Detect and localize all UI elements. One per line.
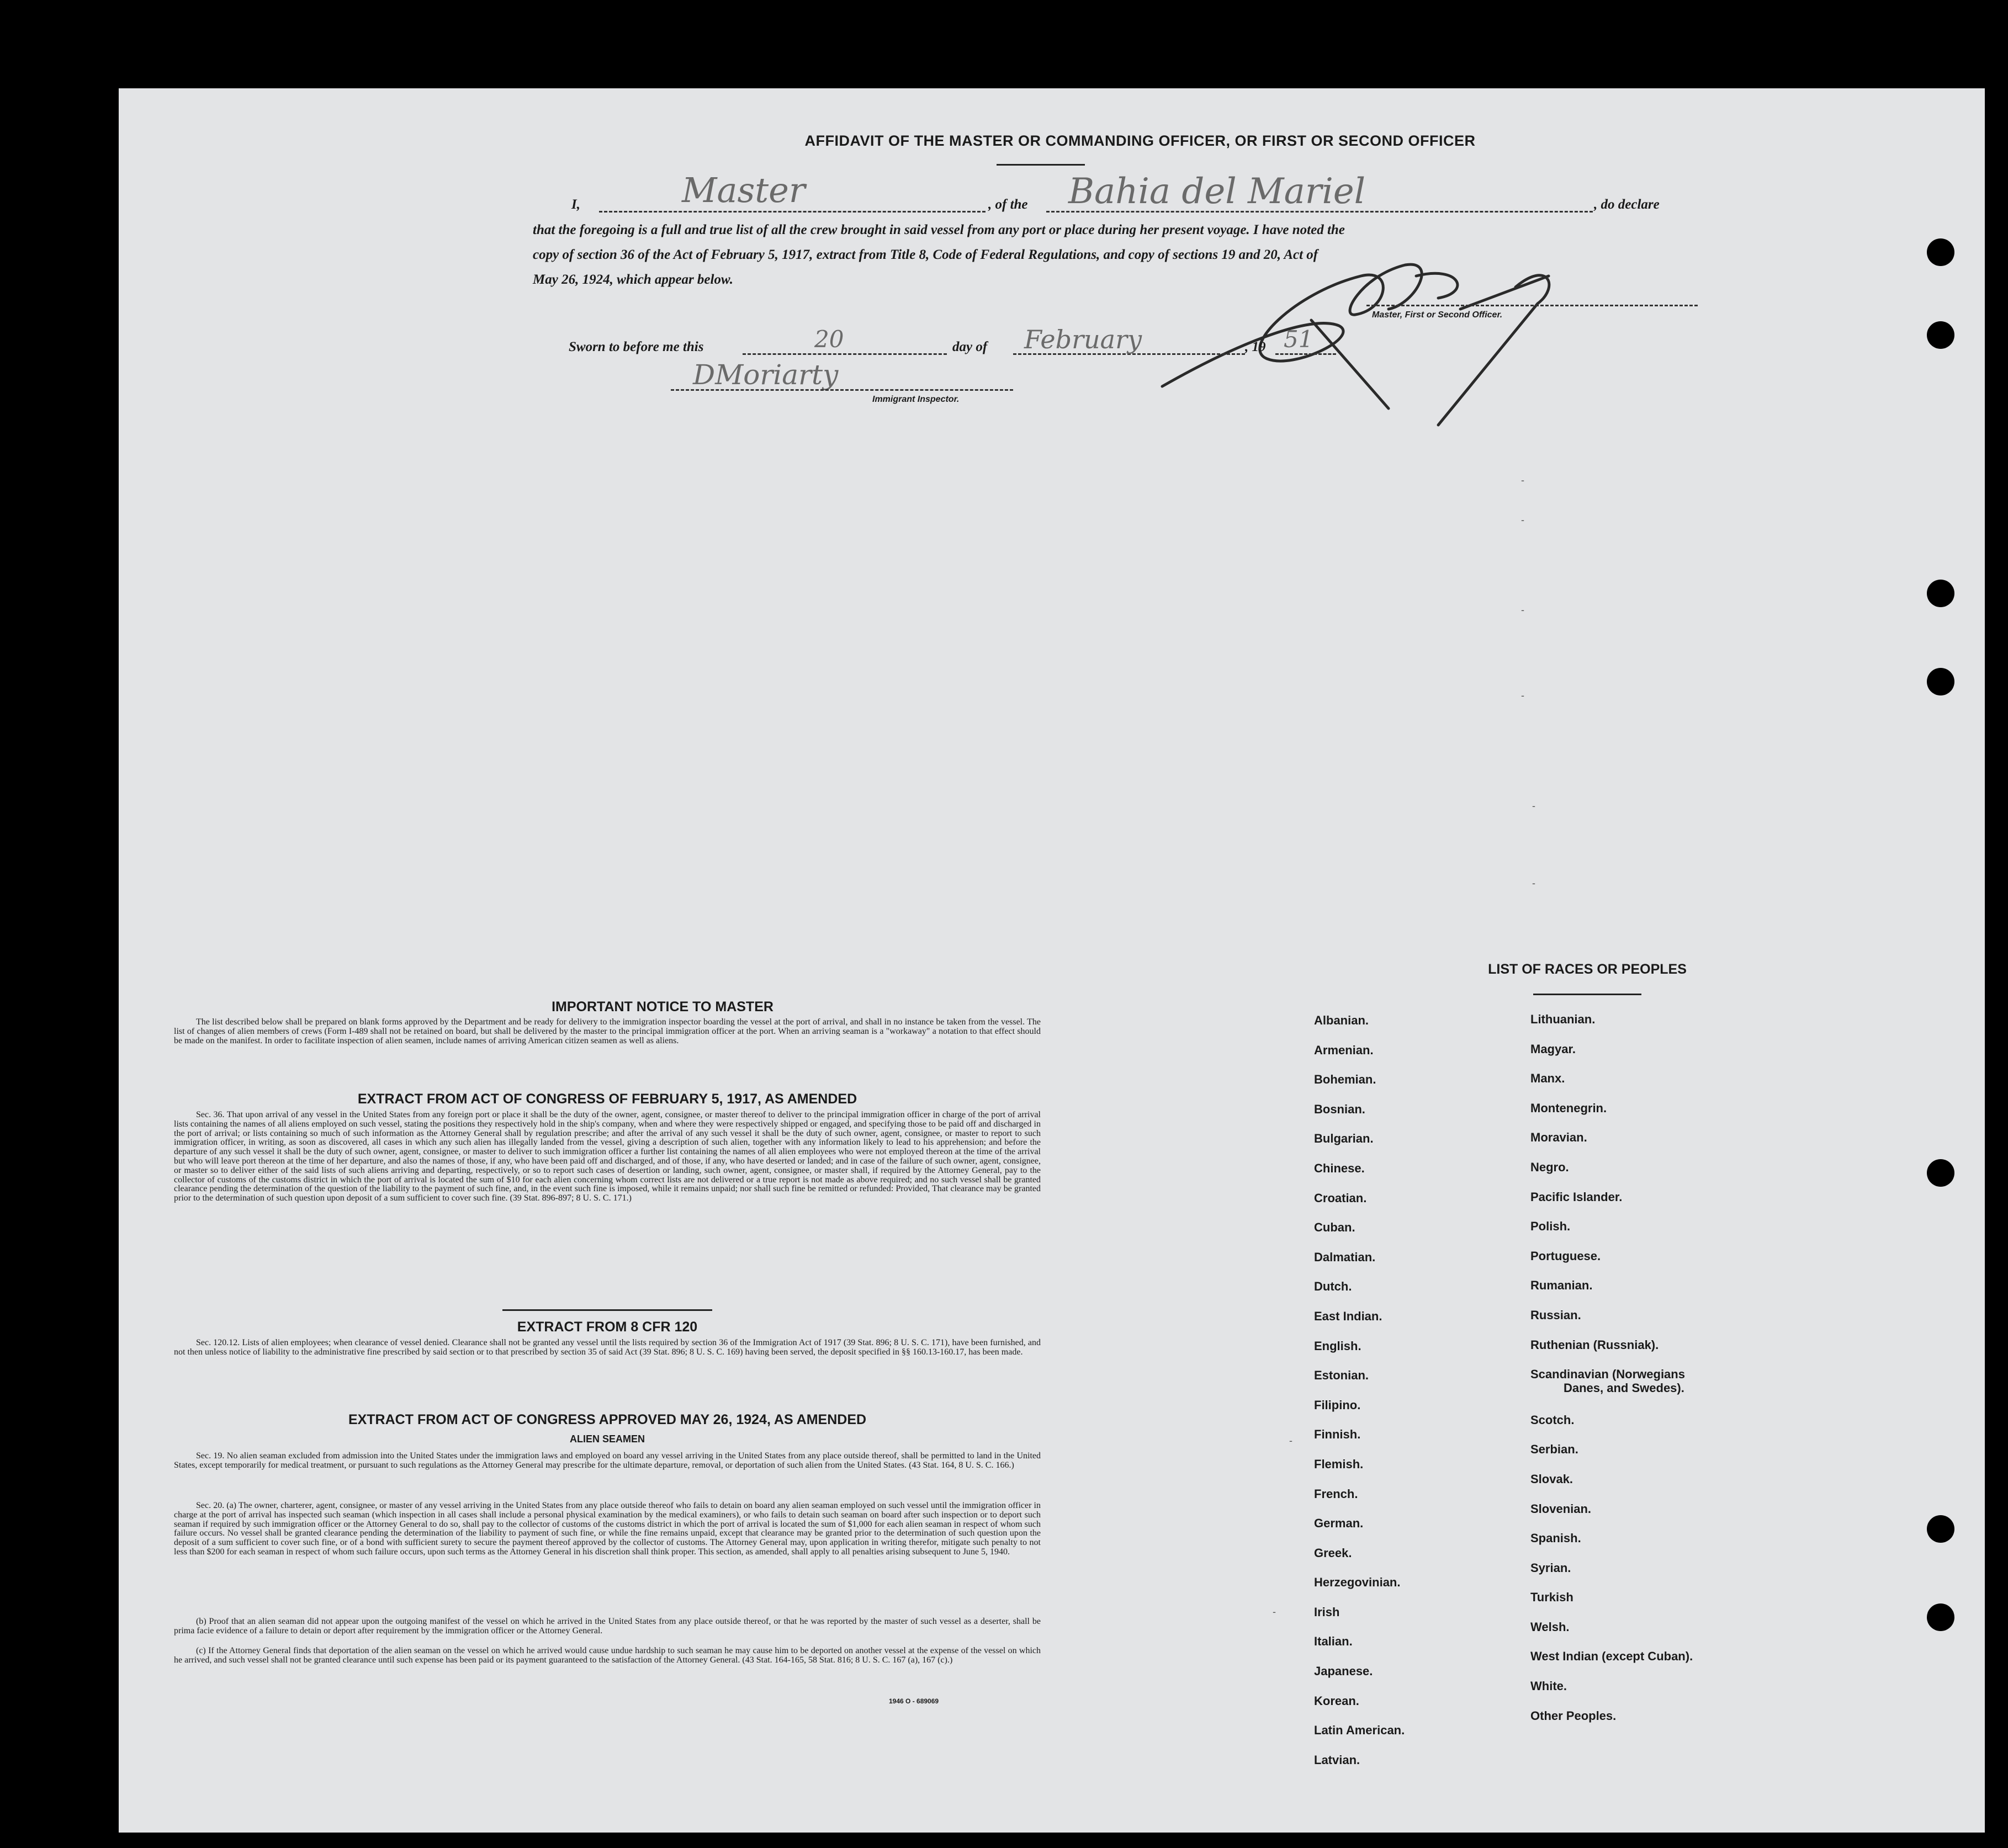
race-item: Bulgarian. [1314,1132,1374,1146]
race-item: French. [1314,1486,1358,1501]
handwritten-day: 20 [814,326,844,353]
race-item: Bohemian. [1314,1072,1376,1087]
handwritten-name: Master [682,170,806,210]
extract-1917-body: Sec. 36. That upon arrival of any vessel in the United States from any foreign port or place it shall be the duty of the owner, agent, consignee, or master thereof to deliver to the principal immigration officer in charge of the port of arrival lists containing the names of all aliens employed on such vessel, stating the positions they respectively hold in the ship's company, when and where they were respectively shipped or engaged, and specifying those to be paid off and discharged in the port of arrival; or lists containing so much of such information as the Attorney General shall by regulation prescribe; and after the arrival of any such vessel it shall be the duty of such owner, agent, consignee, or master to report to such immigration officer, in writing, as soon as discovered, all cases in which any such alien has illegally landed from the vessel, giving a description of such alien, together with any information likely to lead to his apprehension; and before the departure of any such vessel it shall be the duty of such owner, agent, consignee, or master to deliver to such immigration officer a further list containing the names of all alien employees who were not employed thereon at the time of the arrival but who will leave port thereon at the time of her departure, and also the names of those, if any, who have been paid off and discharged, and of those, if any, who have deserted or landed; and in case of the failure of such owner, agent, consignee, or master so to deliver either of the said lists of such aliens arriving and departing, respectively, or so to report such cases of desertion or landing, such owner, agent, consignee, or master shall, if required by the Attorney General, pay to the collector of customs of the customs district in which the port of arrival is located the sum of $10 for each alien concerning whom correct lists are not delivered or a true report is not made as above required; and no such vessel shall be granted clearance pending the determination of the question of the liability to the payment of such fine, and, in the event such fine is imposed, while it remains unpaid; nor shall such fine be remitted or refunded: Provided, That clearance may be granted prior to the determination of such question upon deposit of a sum sufficient to cover such fine. (39 Stat. 896-897; 8 U. S. C. 171.) [174,1110,1041,1203]
race-item: Latin American. [1314,1723,1405,1738]
margin-tick: - [1532,800,1535,811]
extract-1917-title: EXTRACT FROM ACT OF CONGRESS OF FEBRUARY 5, 1917, AS AMENDED [357,1091,857,1107]
sworn-text: Sworn to before me this [569,339,704,354]
name-blank [599,211,986,213]
race-item: Latvian. [1314,1753,1360,1767]
race-item: Chinese. [1314,1161,1365,1175]
notice-body: The list described below shall be prepared on blank forms approved by the Department and be ready for delivery to the immigration inspector boarding the vessel at the port of arrival, and shall in no instance be taken from the vessel. The list of changes of alien members of crews (Form I-489 shall not be retained on board, but shall be delivered by the master to the principal immigration officer at the port. When an arriving seaman is a "workaway" a notation to that effect should be made on the manifest. In order to facilitate inspection of alien seamen, include names of arriving American citizen seamen as well as aliens. [174,1017,1041,1045]
extract-1924-title: EXTRACT FROM ACT OF CONGRESS APPROVED MAY 26, 1924, AS AMENDED [348,1412,867,1427]
race-item: Ruthenian (Russniak). [1530,1337,1659,1352]
alien-seamen-subtitle: ALIEN SEAMEN [569,1433,645,1445]
title-rule [997,164,1085,166]
inspector-blank [671,389,1013,391]
race-item: Serbian. [1530,1442,1578,1457]
race-item: Moravian. [1530,1130,1587,1145]
races-rule [1533,994,1641,995]
declaration-line-4: May 26, 1924, which appear below. [533,272,733,287]
race-item: Flemish. [1314,1457,1364,1471]
margin-tick: - [1532,878,1535,889]
margin-tick: - [1273,1606,1276,1617]
race-item: Manx. [1530,1071,1565,1086]
race-item: Filipino. [1314,1398,1361,1412]
race-item: Pacific Islander. [1530,1189,1623,1204]
punch-hole [1927,1159,1954,1187]
race-item: East Indian. [1314,1309,1382,1323]
race-item: English. [1314,1339,1361,1353]
margin-tick: - [1521,604,1524,615]
race-item: Montenegrin. [1530,1101,1607,1115]
punch-hole [1927,238,1954,266]
race-item: Spanish. [1530,1531,1581,1546]
race-item: Welsh. [1530,1619,1570,1634]
declaration-line-3: copy of section 36 of the Act of February 5, 1917, extract from Title 8, Code of Federal Regulations, and copy of sections 19 and 20, Act of [533,247,1318,262]
punch-hole [1927,321,1954,349]
race-item: Rumanian. [1530,1278,1593,1293]
race-item: Turkish [1530,1590,1573,1605]
handwritten-vessel: Bahia del Mariel [1068,171,1366,212]
races-left-column [1314,1014,1405,1783]
race-item: Albanian. [1314,1013,1369,1027]
races-right-column [1530,1013,1693,1739]
race-item: Scotch. [1530,1412,1575,1427]
race-item: Danes, and Swedes). [1564,1381,1684,1395]
margin-tick: - [1289,1435,1292,1446]
handwritten-inspector-signature: DMoriarty [693,359,839,391]
sec-20b-body: (b) Proof that an alien seaman did not appear upon the outgoing manifest of the vessel on which he arrived in the United States from any place outside thereof, or that he was reported by the master of such vessel as a deserter, shall be prima facie evidence of a failure to detain or deport after requirement by the immigration officer or the Attorney General. [174,1617,1041,1635]
document-sheet [119,88,1985,1833]
races-title: LIST OF RACES OR PEOPLES [1488,962,1687,977]
extract-cfr-title: EXTRACT FROM 8 CFR 120 [517,1319,698,1335]
race-item: Bosnian. [1314,1102,1365,1116]
race-item: German. [1314,1516,1364,1531]
race-item: Dalmatian. [1314,1250,1376,1264]
race-item: White. [1530,1679,1567,1693]
punch-hole [1927,1603,1954,1631]
affidavit-title: AFFIDAVIT OF THE MASTER OR COMMANDING OFFICER, OR FIRST OR SECOND OFFICER [804,132,1476,149]
race-item: West Indian (except Cuban). [1530,1649,1693,1664]
race-item: Negro. [1530,1160,1569,1174]
declaration-i: I, [571,197,580,212]
punch-hole [1927,1515,1954,1543]
race-item: Greek. [1314,1546,1352,1560]
race-item: Cuban. [1314,1220,1355,1235]
race-item: Scandinavian (Norwegians [1530,1367,1685,1382]
day-blank [743,353,947,355]
race-item: Magyar. [1530,1042,1576,1056]
handwritten-month: February [1024,325,1142,354]
declaration-line-2: that the foregoing is a full and true list of all the crew brought in said vessel from any port or place during her present voyage. I have noted the [533,222,1345,237]
race-item: Armenian. [1314,1043,1374,1057]
year-blank [1275,353,1336,355]
cfr-rule [502,1309,712,1311]
race-item: Finnish. [1314,1427,1361,1442]
race-item: Japanese. [1314,1664,1373,1679]
race-item: Croatian. [1314,1191,1367,1205]
punch-hole [1927,580,1954,607]
master-signature [1129,243,1626,436]
notice-title: IMPORTANT NOTICE TO MASTER [552,999,773,1015]
race-item: Slovenian. [1530,1501,1592,1516]
race-item: Dutch. [1314,1279,1352,1294]
race-item: Herzegovinian. [1314,1575,1401,1590]
inspector-caption: Immigrant Inspector. [872,395,960,404]
margin-tick: - [1521,475,1524,486]
race-item: Italian. [1314,1634,1353,1649]
declaration-of-the: , of the [988,197,1028,212]
sec-20a-body: Sec. 20. (a) The owner, charterer, agent, consignee, or master of any vessel arriving in the United States from any place outside thereof who fails to detain on board any alien seaman employed on such vessel until the immigration officer in charge at the port of arrival has inspected such seaman (which inspection in all cases shall include a personal physical examination by the medical examiners), or who fails to detain such seaman on board after such inspection or to deport such seaman if required by such immigration officer or the Attorney General to do so, shall pay to the collector of customs of the customs district in which the port of arrival is located the sum of $1,000 for each alien seaman in respect of whom such failure occurs. No vessel shall be granted clearance pending the determination of the liability to payment of such fine, or while the fine remains unpaid, except that clearance may be granted prior to the determination of such question upon the deposit of a sum sufficient to cover such fine, or of a bond with sufficient surety to secure the payment thereof approved by the collector of customs. The Attorney General may, upon application in writing therefor, mitigate such penalty to not less than $200 for each seaman in respect of whom such failure occurs, upon such terms as the Attorney General in his discretion shall think proper. This section, as amended, shall apply to all penalties arising subsequent to June 5, 1940. [174,1501,1041,1557]
race-item: Korean. [1314,1693,1359,1708]
punch-hole [1927,668,1954,695]
race-item: Russian. [1530,1308,1581,1322]
race-item: Syrian. [1530,1560,1571,1575]
year-prefix: , 19 [1245,339,1266,354]
handwritten-year: 51 [1284,326,1313,353]
declaration-do-declare: , do declare [1594,197,1660,212]
day-of-text: day of [952,339,988,354]
race-item: Portuguese. [1530,1249,1601,1263]
sec-20c-body: (c) If the Attorney General finds that deportation of the alien seaman on the vessel on which he arrived would cause undue hardship to such seaman he may cause him to be deported on another vessel at the expense of the vessel on which he arrived, and such vessel shall not be granted clearance until such expense has been paid or its payment guaranteed to the satisfaction of the Attorney General. (43 Stat. 164-165, 58 Stat. 816; 8 U. S. C. 167 (a), 167 (c).) [174,1646,1041,1665]
race-item: Other Peoples. [1530,1708,1617,1723]
sec-19-body: Sec. 19. No alien seaman excluded from admission into the United States under the immigration laws and employed on board any vessel arriving in the United States from any place outside thereof, shall be permitted to land in the United States, except temporarily for medical treatment, or pursuant to such regulations as the Attorney General may prescribe for the ultimate departure, removal, or deportation of such alien from the United States. (43 Stat. 164, 8 U. S. C. 166.) [174,1451,1041,1470]
race-item: Lithuanian. [1530,1012,1596,1026]
signature-blank [1366,305,1698,306]
race-item: Slovak. [1530,1472,1573,1486]
margin-tick: - [1521,690,1524,701]
margin-tick: - [1521,514,1524,525]
race-item: Irish [1314,1605,1340,1619]
print-code: 1946 O - 689069 [889,1697,939,1705]
signature-caption: Master, First or Second Officer. [1372,310,1503,320]
extract-cfr-body: Sec. 120.12. Lists of alien employees; when clearance of vessel denied. Clearance shall not be granted any vessel until the lists required by section 36 of the Immigration Act of 1917 (39 Stat. 896; 8 U. S. C. 171), have been furnished, and not then unless notice of liability to the administrative fine prescribed by said section or to that prescribed by section 35 of said Act (39 Stat. 896; 8 U. S. C. 169) having been served, the deposit specified in §§ 160.13-160.17, has been made. [174,1338,1041,1357]
race-item: Polish. [1530,1219,1571,1234]
race-item: Estonian. [1314,1368,1369,1383]
